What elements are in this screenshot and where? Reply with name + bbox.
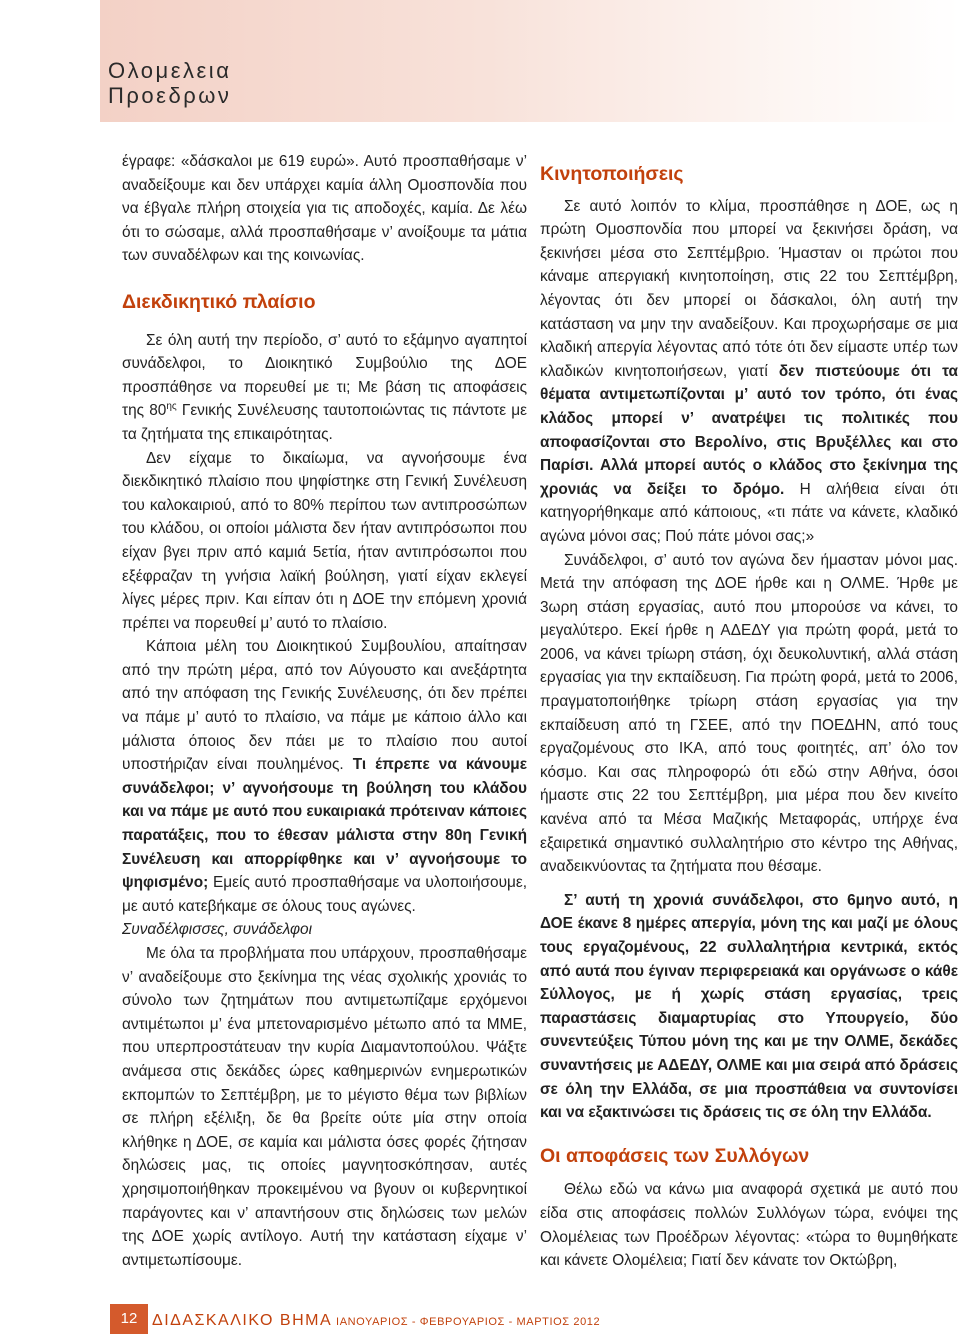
page-number: 12 <box>110 1304 148 1334</box>
paragraph: Με όλα τα προβλήματα που υπάρχουν, προσπαθήσαμε ν’ αναδείξουμε στο ξεκίνημα της νέας σχολικής χρονιάς το σύνολο των ζητημάτων που αντιμετωπίζαμε ερχόμενοι αντιμέτωποι μ’ ένα μπετοναρισμένο μέτωπο από τα ΜΜΕ, που υπερπροστάτευαν την κυρία Διαμαντοπούλου. Ψάξτε ανάμεσα στις δεκάδες ώρες καθημερινών ενημερωτικών εκπομπών το Σεπτέμβρη, με το μέγιστο θέμα των βιβλίων σε πλήρη εξέλιξη, δε θα βρείτε ούτε μία στην οποία κλήθηκε η ΔΟΕ, σε καμία και μάλιστα όσες φορές ζήτησαν δηλώσεις μας, τις οποίες μαγνητοσκόπησαν, αυτές χρησιμοποιήθηκαν προκειμένου να βγουν οι κυβερνητικοί παράγοντες και ν’ απαντήσουν στις δηλώσεις των μελών της ΔΟΕ χωρίς αντίλογο. Αυτή την κατάσταση είχαμε ν’ αντιμετωπίσουμε. <box>122 945 527 1269</box>
right-column <box>540 163 958 1273</box>
section-title-line2: Προεδρων <box>108 83 232 108</box>
paragraph <box>540 195 958 549</box>
issue-date: ΙΑΝΟΥΑΡΙΟΣ - ΦΕΒΡΟΥΑΡΙΟΣ - ΜΑΡΤΙΟΣ 2012 <box>336 1316 601 1328</box>
paragraph: Συνάδελφοι, σ’ αυτό τον αγώνα δεν ήμασταν μόνοι μας. Μετά την απόφαση της ΔΟΕ ήρθε και η ΟΛΜΕ. Ήρθε με 3ωρη στάση εργασίας, αυτό που μπορούσε να κάνει, το μεγαλύτερο. Εκεί ήρθε η ΑΔΕΔΥ για πρώτη φορά, μετά το 2006, να κάνει τρίωρη στάση, όχι δευκολυντική, αλλά στάση εργασίας για την εκπαίδευση. Για πρώτη φορά, μετά το 2006, πραγματοποιήθηκε τρίωρη στάση εργασίας για την εκπαίδευση από τη ΓΣΕΕ, από την ΠΟΕΔΗΝ, από τους εργαζομένους στο ΙΚΑ, από τους φοιτητές, απ’ όλο τον κόσμο. Και σας πληροφορώ ότι εδώ στην Αθήνα, όσοι ήμαστε στις 22 του Σεπτέμβρη, μια μέρα που δεν κινείτο κανένα από τα Μέσα Μαζικής Μεταφοράς, υπήρχε ένα εξαιρετικά σημαντικό συλλαλητήριο στο κέντρο της Αθήνας, αναδεικνύοντας τα ζητήματα που θέσαμε. <box>540 551 958 876</box>
paragraph-text: Γενικής Συνέλευσης ταυτοποιώντας τις πάντοτε με τα ζητήματα της επικαιρότητας. <box>122 402 527 443</box>
section-title-line1: Ολομελεια <box>108 58 232 83</box>
paragraph-text: Εμείς αυτό προσπαθήσαμε να υλοποιήσουμε, με αυτό κατεβήκαμε σε όλους τους αγώνες. <box>122 874 527 915</box>
subheading-claims-framework: Διεκδικητικό πλαίσιο <box>122 290 316 313</box>
paragraph-text: Κάποια μέλη του Διοικητικού Συμβουλίου, απαίτησαν από την πρώτη μέρα, από τον Αύγουστο και ανεξάρτητα από την απόφαση της Γενικής Συνέλευσης, ότι δεν πρέπει να πάμε μ’ αυτό το πλαίσιο, να πάμε με κάποιο άλλο και μάλιστα όποιος δεν πάει με το πλαίσιο που αυτοί υποστήριζαν είναι πουλημένος. <box>122 638 527 774</box>
footer-publication <box>152 1312 600 1330</box>
paragraph <box>122 329 527 447</box>
paragraph <box>122 635 527 918</box>
paragraph: έγραφε: «δάσκαλοι με 619 ευρώ». Αυτό προσπαθήσαμε ν’ αναδείξουμε και δεν υπάρχει καμία άλλη Ομοσπονδία που να έβγαλε πλήρη στοιχεία για τις αποδοχές, καμία. Δε λέω ότι το σώσαμε, αλλά προσπαθήσαμε ν’ ανοίξουμε τα μάτια των συναδέλφων και της κοινωνίας. <box>122 153 527 265</box>
paragraph-text: Σε αυτό λοιπόν το κλίμα, προσπάθησε η ΔΟΕ, ως η πρώτη Ομοσπονδία που μπορεί να ξεκινήσει δράση, να ξεκινήσει μέσα στο Σεπτέμβριο. Ήμασταν οι πρώτοι που κάναμε απεργιακή κινητοποίηση, στις 22 του Σεπτέμβρη, λέγοντας ότι δεν μπορεί οι δάσκαλοι, όλη αυτή την κατάσταση να μην την αναδείξουν. Και προχωρήσαμε σε μια κλαδική απεργία λέγοντας από τότε ότι δεν είμαστε υπέρ των κλαδικών κινητοποιήσεων, γιατί <box>540 197 958 380</box>
paragraph: Θέλω εδώ να κάνω μια αναφορά σχετικά με αυτό που είδα στις αποφάσεις πολλών Συλλόγων τώρα, ενόψει της Ολομέλειας των Προέδρων λέγοντας: «τώρα το θυμηθήκατε και κάνετε Ολομέλεια; Γιατί δεν κάνατε τον Οκτώβρη, <box>540 1181 958 1270</box>
superscript: ης <box>166 401 177 413</box>
bold-text: δεν πιστεύουμε ότι τα θέματα αντιμετωπίζονται μ’ αυτό τον τρόπο, ότι ένας κλάδος μπορεί ν’ ανατρέψει τις πολιτικές που αποφασίζονται στο Βερολίνο, στις Βρυξέλλες και στο Παρίσι. Αλλά μπορεί αυτός ο κλάδος στο ξεκίνημα της χρονιάς να δείξει το δρόμο. <box>540 362 958 498</box>
paragraph-text: Η αλήθεια είναι ότι κατηγορήθηκαμε από κάποιους, «τι πάτε να κάνετε, κλαδικό αγώνα μόνοι σας; Πού πάτε μόνοι σας;» <box>540 480 958 545</box>
subheading-mobilizations: Κινητοποιήσεις <box>540 163 684 185</box>
left-column <box>122 150 527 1272</box>
magazine-title: ΔΙΔΑΣΚΑΛΙΚΟ ΒΗΜΑ <box>152 1312 333 1329</box>
section-title <box>108 58 231 108</box>
bold-text: Τι έπρεπε να κάνουμε συνάδελφοι; ν’ αγνοήσουμε τη βούληση του κλάδου και να πάμε με αυτό που ευκαιριακά πρότειναν κάποιες παρατάξεις, που το έθεσαν μάλιστα στην 80η Γενική Συνέλευση και απορρίφθηκε και ν’ αγνοήσουμε το ψηφισμένο; <box>122 756 527 892</box>
subheading-union-decisions: Οι αποφάσεις των Συλλόγων <box>540 1144 810 1167</box>
paragraph-bold: Σ’ αυτή τη χρονιά συνάδελφοι, στο 6μηνο αυτό, η ΔΟΕ έκανε 8 ημέρες απεργία, μόνη της και μαζί με όλους τους εργαζομένους, 22 συλλαλητήρια κεντρικά, εκτός από αυτά που έγιναν περιφερειακά και οργάνωσε ο κάθε Σύλλογος, με ή χωρίς στάση εργασίας, τρεις παραστάσεις διαμαρτυρίας στο Υπουργείο, δύο συνεντεύξεις Τύπου μόνη της και με την ΟΛΜΕ, δεκάδες συναντήσεις με ΑΔΕΔΥ, ΟΛΜΕ και μια σειρά από δράσεις σε όλη την Ελλάδα, σε μια προσπάθεια να συντονίσει και να εξακτινώσει τις δράσεις τις σε όλη την Ελλάδα. <box>540 891 958 1122</box>
salutation: Συναδέλφισσες, συνάδελφοι <box>122 921 313 939</box>
paragraph-text: Σε όλη αυτή την περίοδο, σ’ αυτό το εξάμηνο αγαπητοί συνάδελφοι, το Διοικητικό Συμβούλιο της ΔΟΕ προσπάθησε να πορευθεί με τι; Με βάση τις αποφάσεις της 80 <box>122 331 527 420</box>
paragraph: Δεν είχαμε το δικαίωμα, να αγνοήσουμε ένα διεκδικητικό πλαίσιο που ψηφίστηκε στη Γενική Συνέλευση του καλοκαιριού, από το 80% περίπου των αντιπροσώπων του κλάδου, οι οποίοι μάλιστα δεν ήταν αντιπρόσωποι που είχαν βγει πριν από καμιά 5ετία, ήταν αντιπρόσωποι που εξέφραζαν τη γνήσια λαϊκή βούληση, γιατί είχαν εκλεγεί λίγες μέρες πριν. Και είπαν ότι η ΔΟΕ την επόμενη χρονιά πρέπει να πορευθεί μ’ αυτό το πλαίσιο. <box>122 449 527 632</box>
